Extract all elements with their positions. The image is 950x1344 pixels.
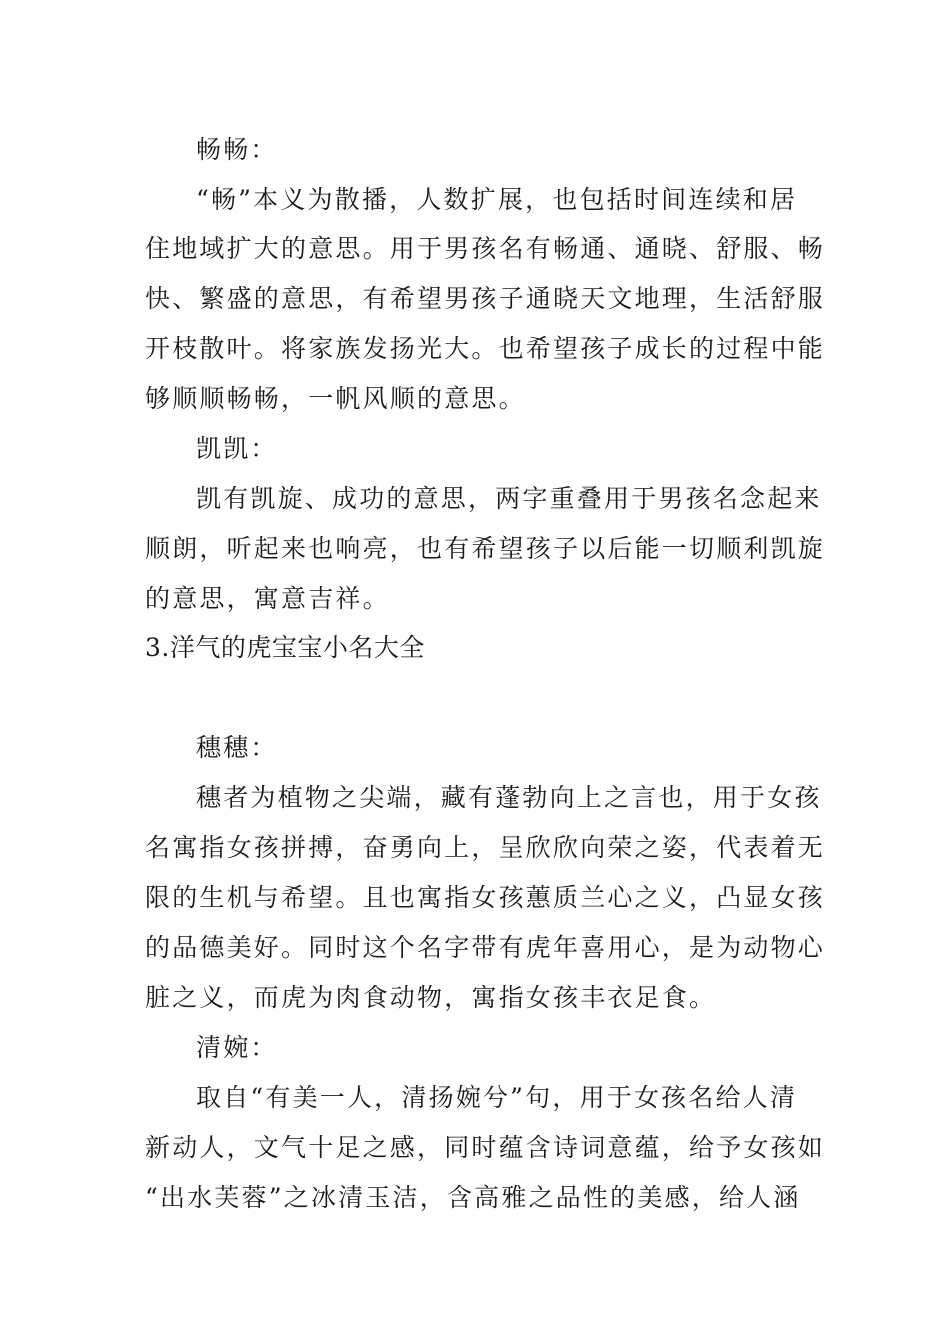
- paragraph-line: 快、繁盛的意思，有希望男孩子通晓天文地理，生活舒服: [145, 284, 826, 313]
- paragraph-line: 名寓指女孩拼搏，奋勇向上，呈欣欣向荣之姿，代表着无: [145, 833, 826, 862]
- paragraph-line: 新动人，文气十足之感，同时蕴含诗词意蕴，给予女孩如: [145, 1133, 826, 1162]
- paragraph-line: 够顺顺畅畅，一帆风顺的意思。: [145, 384, 526, 413]
- name-label-qingwan: 清婉：: [196, 1033, 278, 1062]
- name-label-changchang: 畅畅：: [196, 135, 278, 164]
- paragraph-line: “出水芙蓉”之冰清玉洁，含高雅之品性的美感，给人涵: [145, 1183, 801, 1212]
- paragraph-line: 开枝散叶。将家族发扬光大。也希望孩子成长的过程中能: [145, 334, 826, 363]
- paragraph-line: “畅”本义为散播，人数扩展，也包括时间连续和居: [196, 185, 798, 214]
- section-heading: 3.洋气的虎宝宝小名大全: [145, 633, 425, 662]
- paragraph-line: 的意思，寓意吉祥。: [145, 584, 390, 613]
- paragraph-line: 顺朗，听起来也响亮，也有希望孩子以后能一切顺利凯旋: [145, 534, 826, 563]
- name-label-kaikai: 凯凯：: [196, 434, 278, 463]
- paragraph-line: 住地域扩大的意思。用于男孩名有畅通、通晓、舒服、畅: [145, 234, 826, 263]
- paragraph-line: 限的生机与希望。且也寓指女孩蕙质兰心之义，凸显女孩: [145, 883, 826, 912]
- paragraph-line: 脏之义，而虎为肉食动物，寓指女孩丰衣足食。: [145, 983, 717, 1012]
- paragraph-line: 穗者为植物之尖端，藏有蓬勃向上之言也，用于女孩: [196, 783, 822, 812]
- name-label-suisui: 穗穗：: [196, 733, 278, 762]
- paragraph-line: 取自“有美一人，清扬婉兮”句，用于女孩名给人清: [196, 1083, 798, 1112]
- paragraph-line: 的品德美好。同时这个名字带有虎年喜用心，是为动物心: [145, 933, 826, 962]
- paragraph-line: 凯有凯旋、成功的意思，两字重叠用于男孩名念起来: [196, 484, 822, 513]
